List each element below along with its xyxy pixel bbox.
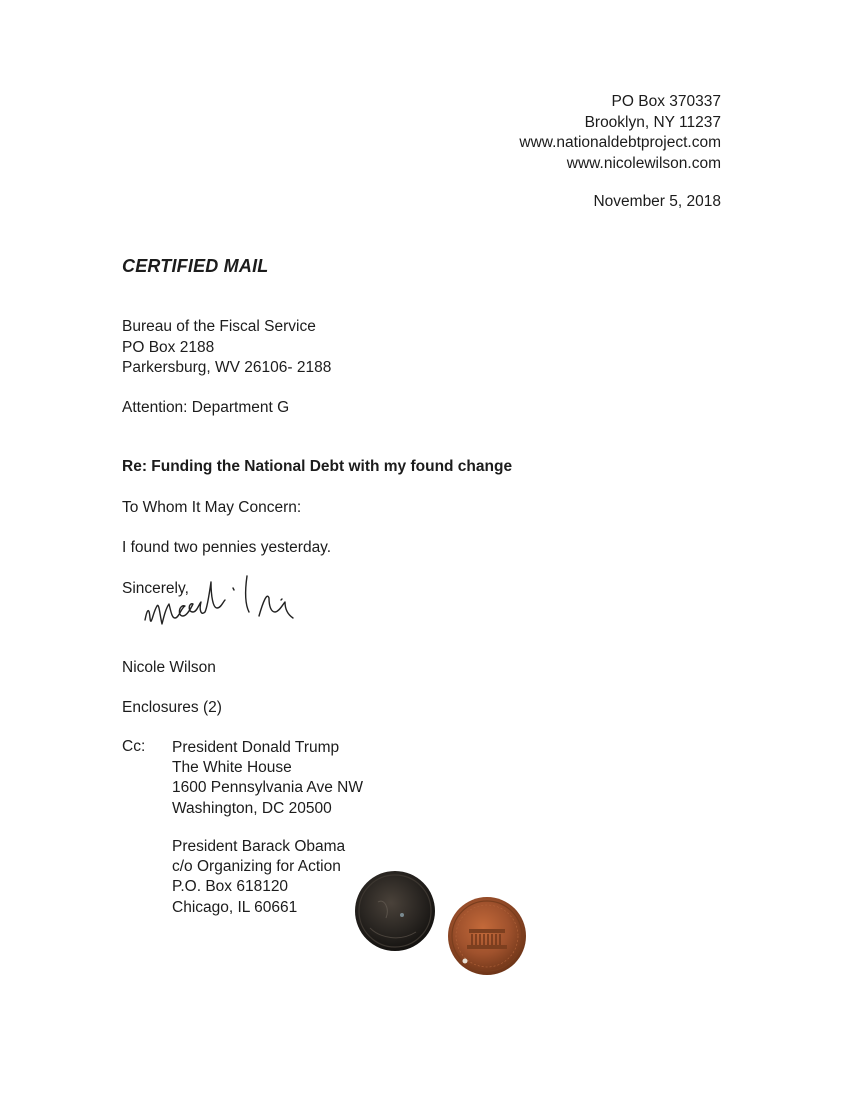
sender-po-box: PO Box 370337 — [611, 93, 721, 110]
recipient-line-2: PO Box 2188 — [122, 338, 215, 356]
recipient-line-3: Parkersburg, WV 26106- 2188 — [122, 359, 332, 376]
closing-text: Sincerely, — [122, 580, 189, 597]
cc-label: Cc: — [122, 738, 146, 755]
cc2-line-4: Chicago, IL 60661 — [172, 898, 298, 916]
cc1-line-1: President Donald Trump — [172, 739, 340, 756]
copper-penny-image — [445, 893, 530, 978]
sender-website-1: www.nationaldebtproject.com — [519, 134, 721, 151]
recipient-line-1: Bureau of the Fiscal Service — [122, 318, 316, 335]
salutation — [122, 498, 301, 519]
salutation-text: To Whom It May Concern: — [122, 499, 302, 516]
attention-text: Attention: Department G — [122, 399, 290, 416]
subject-line: Re: Funding the National Debt with my found change — [122, 458, 513, 475]
cc1-line-2: The White House — [172, 759, 292, 777]
sender-website-2: www.nicolewilson.com — [566, 154, 721, 172]
recipient-address — [122, 317, 331, 379]
letter-date: November 5, 2018 — [593, 193, 721, 210]
sender-address — [519, 92, 721, 174]
certified-mail-label: CERTIFIED MAIL — [122, 256, 269, 276]
signature-name-text: Nicole Wilson — [122, 659, 216, 676]
cc2-line-1: President Barack Obama — [172, 838, 346, 855]
sender-city: Brooklyn, NY 11237 — [584, 113, 721, 131]
cc2-line-2: c/o Organizing for Action — [172, 858, 341, 876]
enclosures — [122, 698, 222, 719]
cc-recipient-2 — [172, 837, 345, 918]
handwritten-signature — [135, 572, 310, 642]
cc1-line-4: Washington, DC 20500 — [172, 799, 332, 817]
letter-body — [122, 538, 331, 559]
signature-name — [122, 658, 216, 679]
attention-line — [122, 398, 289, 419]
cc-recipient-1 — [172, 738, 363, 819]
dark-penny-image — [350, 868, 440, 958]
body-text: I found two pennies yesterday. — [122, 539, 332, 556]
enclosures-text: Enclosures (2) — [122, 699, 222, 716]
cc2-line-3: P.O. Box 618120 — [172, 878, 289, 896]
cc1-line-3: 1600 Pennsylvania Ave NW — [172, 779, 363, 797]
